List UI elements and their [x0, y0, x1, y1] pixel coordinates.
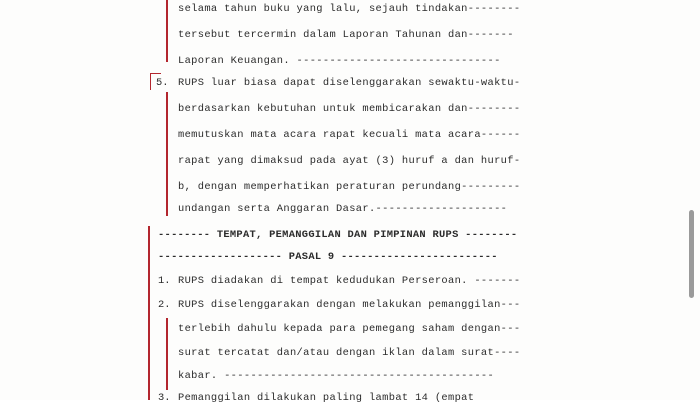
item-number: 5.: [156, 77, 169, 89]
text-line: selama tahun buku yang lalu, sejauh tindakan--------: [178, 3, 521, 15]
text-line: tersebut tercermin dalam Laporan Tahunan dan-------: [178, 29, 514, 41]
margin-line-upper: [166, 0, 168, 62]
margin-line-middle: [166, 92, 168, 216]
text-line: RUPS luar biasa dapat diselenggarakan sewaktu-waktu-: [178, 77, 521, 89]
text-line: surat tercatat dan/atau dengan iklan dalam surat----: [178, 347, 521, 359]
text-line: undangan serta Anggaran Dasar.--------------------: [178, 203, 508, 215]
text-line: RUPS diadakan di tempat kedudukan Perseroan. -------: [178, 275, 521, 287]
text-line: terlebih dahulu kepada para pemegang saham dengan---: [178, 323, 521, 335]
item-number: 1.: [158, 275, 171, 287]
section-heading: -------- TEMPAT, PEMANGGILAN DAN PIMPINAN RUPS --------: [158, 229, 518, 241]
item-number: 2.: [158, 299, 171, 311]
text-line: memutuskan mata acara rapat kecuali mata acara------: [178, 129, 521, 141]
article-heading: ------------------- PASAL 9 ------------------------: [158, 251, 498, 263]
margin-line-lower: [166, 318, 168, 390]
text-line: Pemanggilan dilakukan paling lambat 14 (empat: [178, 392, 475, 404]
text-line: RUPS diselenggarakan dengan melakukan pemanggilan---: [178, 299, 521, 311]
text-line: b, dengan memperhatikan peraturan perundang---------: [178, 181, 521, 193]
text-line: berdasarkan kebutuhan untuk membicarakan dan--------: [178, 103, 521, 115]
text-line: kabar. -----------------------------------------: [178, 370, 495, 382]
text-line: rapat yang dimaksud pada ayat (3) huruf a dan huruf-: [178, 155, 521, 167]
scrollbar-thumb[interactable]: [689, 210, 694, 298]
item-number: 3.: [158, 392, 171, 404]
text-line: Laporan Keuangan. -------------------------------: [178, 55, 501, 67]
margin-line-heading: [148, 226, 150, 400]
